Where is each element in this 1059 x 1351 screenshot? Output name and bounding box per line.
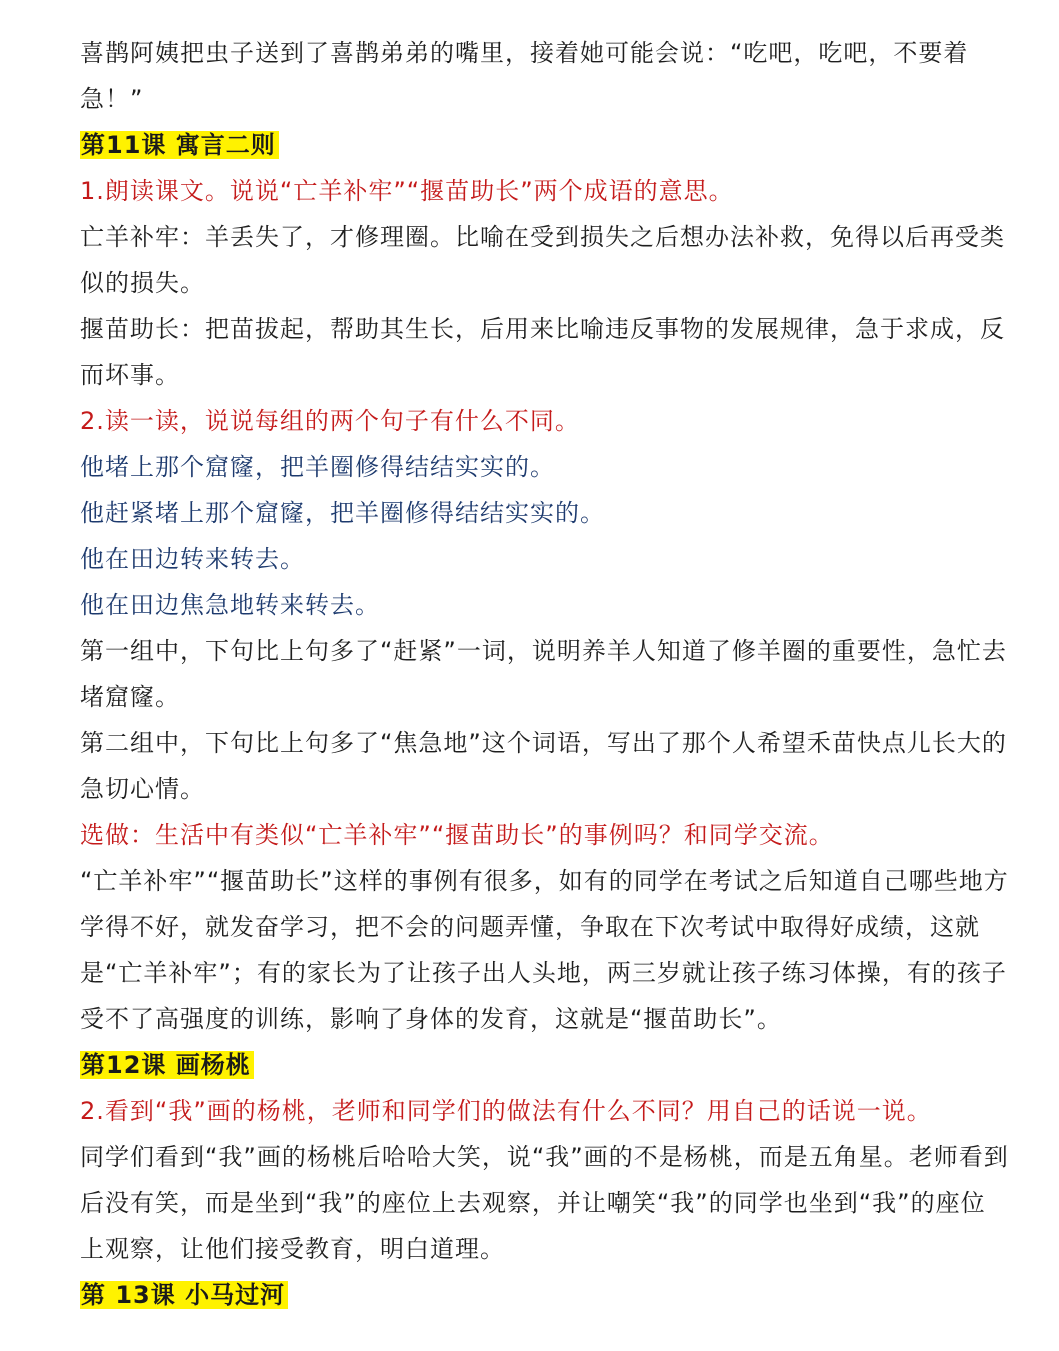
- lesson-title-highlight: 第 13课 小马过河: [80, 1281, 288, 1309]
- question-starfruit: 2.看到“我”画的杨桃，老师和同学们的做法有什么不同？用自己的话说一说。: [80, 1097, 932, 1125]
- lesson-12-heading: [80, 1043, 1010, 1087]
- paragraph-magpie-ending: 喜鹊阿姨把虫子送到了喜鹊弟弟的嘴里，接着她可能会说：“吃吧，吃吧，不要着急！”: [80, 39, 969, 113]
- lesson-11-heading: [80, 123, 1010, 167]
- example-sentence-2b: 他在田边焦急地转来转去。: [80, 591, 380, 619]
- example-sentence-2a: 他在田边转来转去。: [80, 545, 305, 573]
- lesson-title-highlight: 第12课 画杨桃: [80, 1051, 254, 1079]
- answer-wang-yang-bu-lao: 亡羊补牢：羊丢失了，才修理圈。比喻在受到损失之后想办法补救，免得以后再受类似的损失。: [80, 223, 1005, 297]
- lesson-13-heading: [80, 1273, 1010, 1317]
- answer-ya-miao-zhu-zhang: 揠苗助长：把苗拔起，帮助其生长，后用来比喻违反事物的发展规律，急于求成，反而坏事。: [80, 315, 1005, 389]
- answer-group-2: 第二组中，下句比上句多了“焦急地”这个词语，写出了那个人希望禾苗快点儿长大的急切心情。: [80, 729, 1007, 803]
- question-compare-sentences: 2.读一读，说说每组的两个句子有什么不同。: [80, 407, 580, 435]
- answer-life-examples: “亡羊补牢”“揠苗助长”这样的事例有很多，如有的同学在考试之后知道自己哪些地方学得不好，就发奋学习，把不会的问题弄懂，争取在下次考试中取得好成绩，这就是“亡羊补牢”；有的家长为了让孩子出人头地，两三岁就让孩子练习体操，有的孩子受不了高强度的训练，影响了身体的发育，这就是“揠苗助长”。: [80, 867, 1009, 1033]
- lesson-title-highlight: 第11课 寓言二则: [80, 131, 279, 159]
- example-sentence-1a: 他堵上那个窟窿，把羊圈修得结结实实的。: [80, 453, 555, 481]
- document-page: [80, 30, 1010, 1318]
- question-optional-examples: 选做：生活中有类似“亡羊补牢”“揠苗助长”的事例吗？和同学交流。: [80, 821, 834, 849]
- example-sentence-1b: 他赶紧堵上那个窟窿，把羊圈修得结结实实的。: [80, 499, 605, 527]
- answer-starfruit: 同学们看到“我”画的杨桃后哈哈大笑，说“我”画的不是杨桃，而是五角星。老师看到后没有笑，而是坐到“我”的座位上去观察，并让嘲笑“我”的同学也坐到“我”的座位上观察，让他们接受教育，明白道理。: [80, 1143, 1009, 1263]
- answer-group-1: 第一组中，下句比上句多了“赶紧”一词，说明养羊人知道了修羊圈的重要性，急忙去堵窟窿。: [80, 637, 1007, 711]
- question-idiom-meaning: 1.朗读课文。说说“亡羊补牢”“揠苗助长”两个成语的意思。: [80, 177, 734, 205]
